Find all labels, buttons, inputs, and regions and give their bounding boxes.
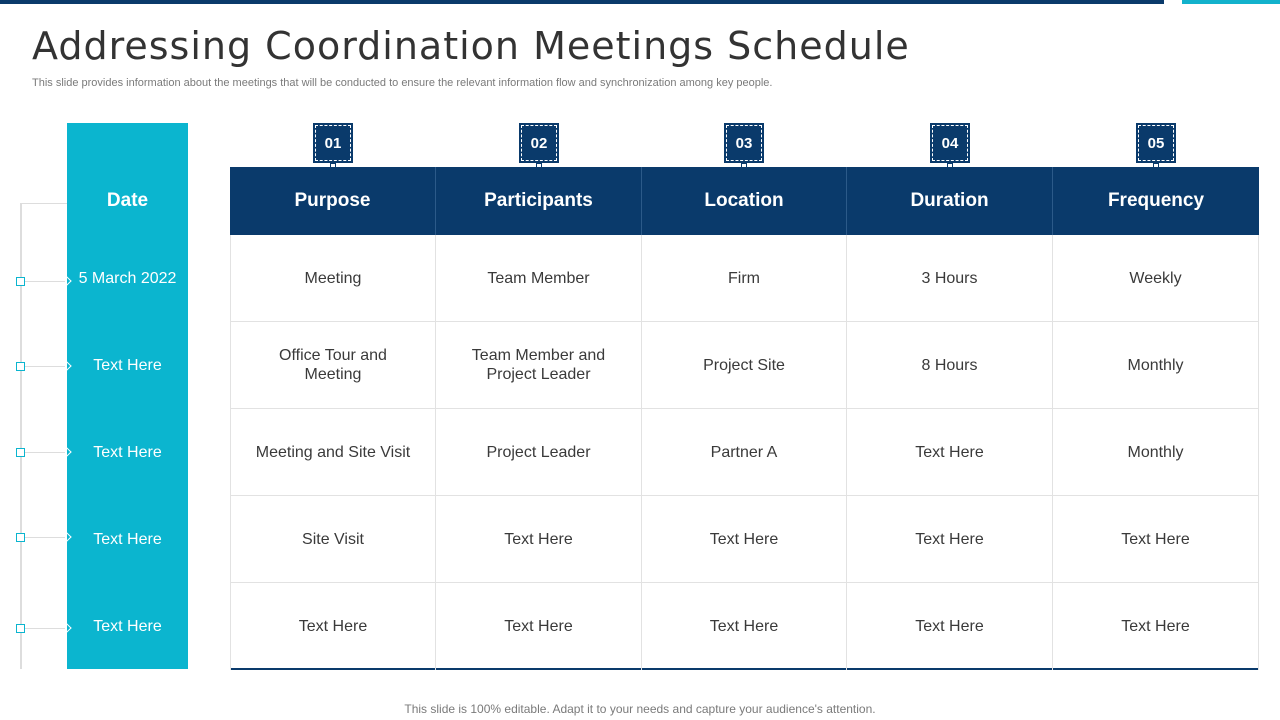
date-column-header: Date [106,190,149,211]
timeline-marker-icon [16,533,25,542]
slide-footer: This slide is 100% editable. Adapt it to your needs and capture your audience's attention. [404,702,876,716]
timeline-connector [25,366,65,367]
slide-title: Addressing Coordination Meetings Schedule [32,24,910,68]
table-cell: Text Here [1053,583,1259,670]
table-cell: Monthly [1053,322,1259,409]
column-number-badge: 05 [1138,125,1174,161]
table-cell: Text Here [847,409,1053,496]
table-cell: Text Here [436,496,642,583]
date-cell: Text Here [93,443,162,461]
schedule-table [230,167,1259,670]
date-cell: Text Here [93,617,162,635]
column-header-duration: Duration [847,167,1053,235]
table-cell: Text Here [847,583,1053,670]
table-cell: Partner A [642,409,847,496]
table-cell: Meeting and Site Visit [230,409,436,496]
table-cell: 3 Hours [847,235,1053,322]
table-cell: Text Here [642,496,847,583]
table-cell: Site Visit [230,496,436,583]
timeline-marker-icon [16,277,25,286]
timeline-connector [25,281,65,282]
column-header-purpose: Purpose [230,167,436,235]
timeline-line [20,203,22,669]
table-cell: Weekly [1053,235,1259,322]
column-number-badge: 02 [521,125,557,161]
table-cell: Team Member and Project Leader [436,322,642,409]
column-header-participants: Participants [436,167,642,235]
table-cell: Monthly [1053,409,1259,496]
date-column [67,123,188,669]
column-number-badge: 04 [932,125,968,161]
table-cell: Project Site [642,322,847,409]
column-number-badge: 01 [315,125,351,161]
table-cell: Office Tour and Meeting [230,322,436,409]
table-cell: 8 Hours [847,322,1053,409]
timeline-connector [25,628,65,629]
column-number-badge: 03 [726,125,762,161]
timeline-top-connector [20,203,67,204]
date-cell: Text Here [93,530,162,548]
table-cell: Text Here [1053,496,1259,583]
table-cell: Firm [642,235,847,322]
table-cell: Text Here [642,583,847,670]
table-cell: Text Here [847,496,1053,583]
column-header-frequency: Frequency [1107,190,1205,211]
date-cell: Text Here [93,356,162,374]
timeline-marker-icon [16,624,25,633]
table-header-row [230,167,1259,235]
table-cell: Text Here [436,583,642,670]
table-cell: Project Leader [436,409,642,496]
top-accent-bar-cyan [1182,0,1280,4]
timeline-marker-icon [16,448,25,457]
timeline-connector [25,537,65,538]
table-cell: Meeting [230,235,436,322]
date-cell: 5 March 2022 [78,269,177,287]
timeline-connector [25,452,65,453]
slide-subtitle: This slide provides information about the meetings that will be conducted to ensure the relevant information flow and synchronization among key people. [32,77,773,89]
table-cell: Team Member [436,235,642,322]
top-accent-bar [0,0,1164,4]
column-header-location: Location [642,167,847,235]
table-cell: Text Here [230,583,436,670]
timeline-marker-icon [16,362,25,371]
